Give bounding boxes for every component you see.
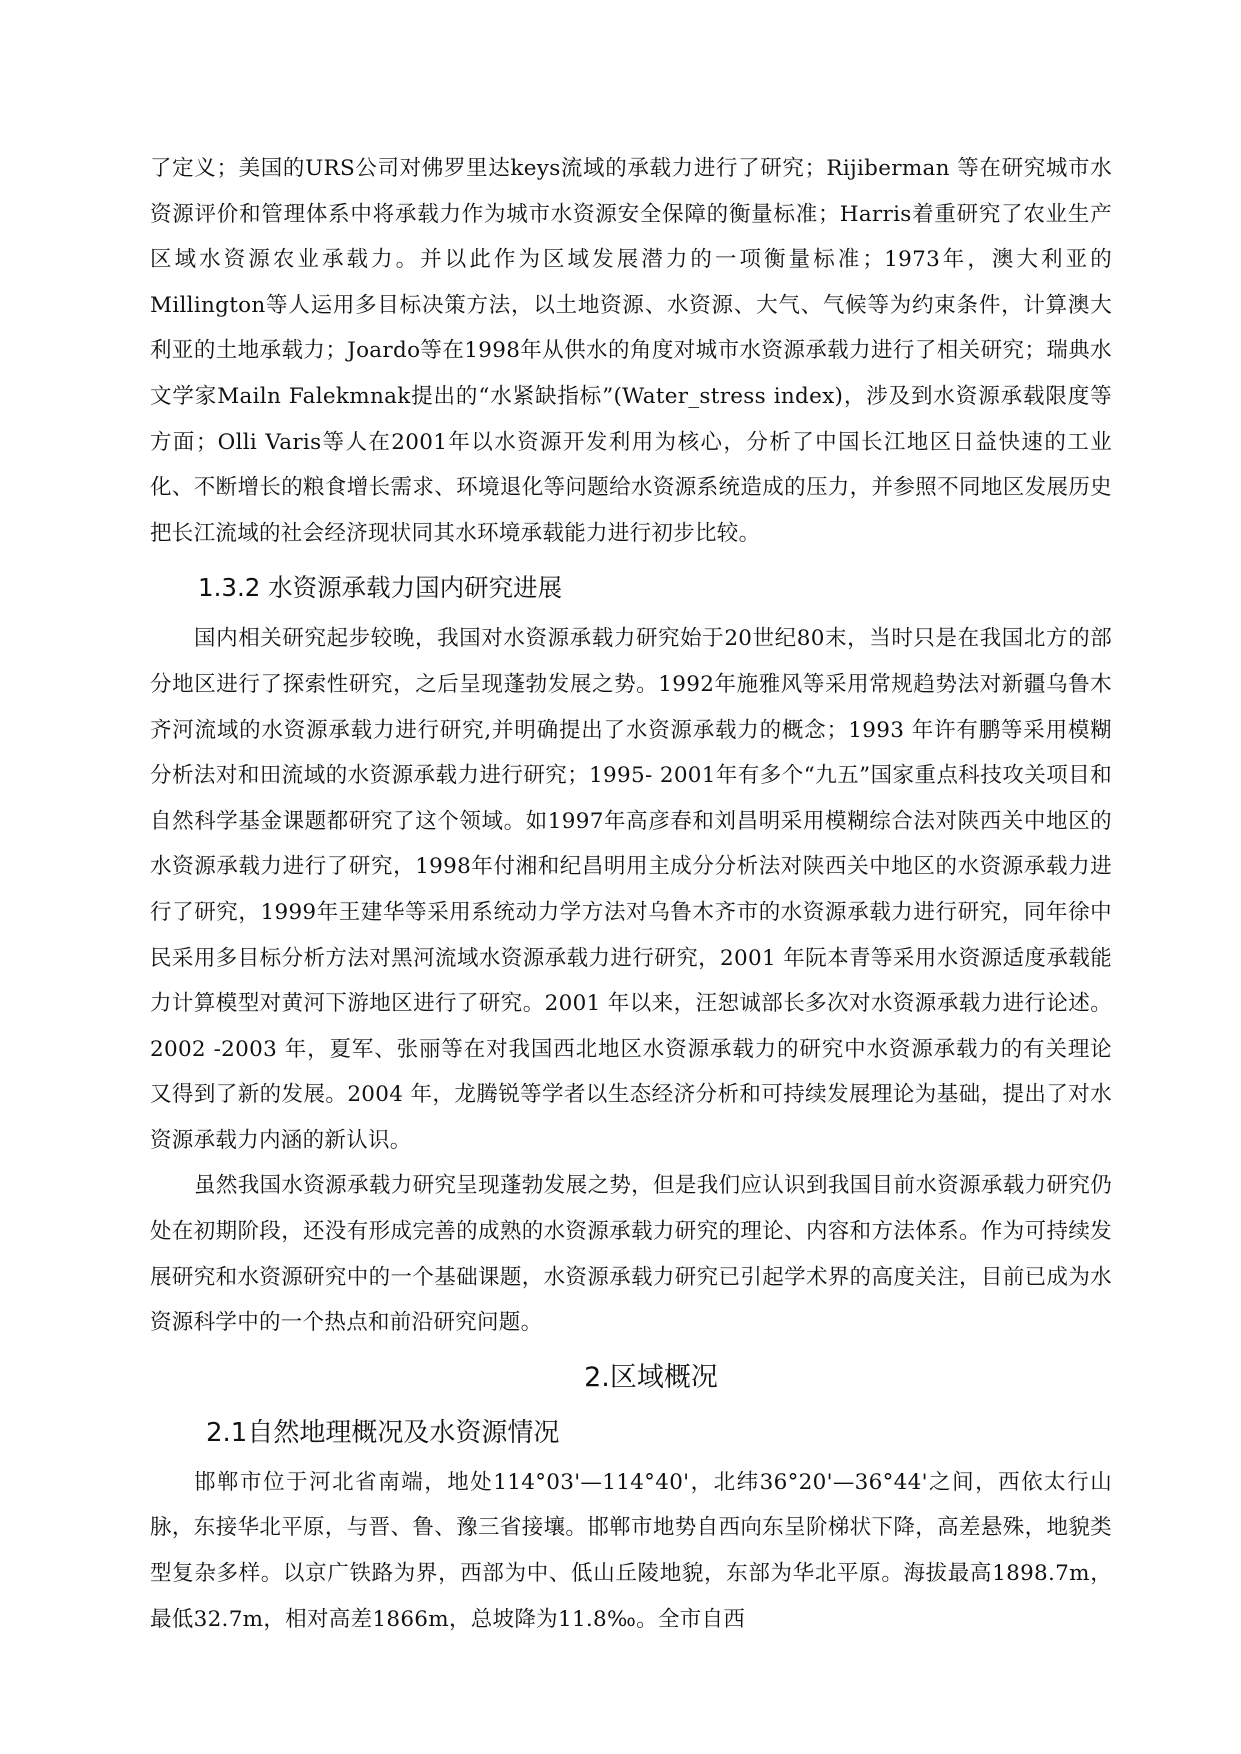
paragraph-geography: 邯郸市位于河北省南端，地处114°03'—114°40'，北纬36°20'—36°44'之间，西依太行山脉，东接华北平原，与晋、鲁、豫三省接壤。邯郸市地势自西向东呈阶梯状下降，高差悬殊，地貌类型复杂多样。以京广铁路为界，西部为中、低山丘陵地貌，东部为华北平原。海拔最高1898.7m，最低32.7m，相对高差1866m，总坡降为11.8‰。全市自西 (150, 1469, 1112, 1632)
paragraph-intl-research: 了定义；美国的URS公司对佛罗里达keys流域的承载力进行了研究；Rijiberman 等在研究城市水资源评价和管理体系中将承载力作为城市水资源安全保障的衡量标准；Harris着重研究了农业生产区域水资源农业承载力。并以此作为区域发展潜力的一项衡量标准；1973年，澳大利亚的Millington等人运用多目标决策方法，以土地资源、水资源、大气、气候等为约束条件，计算澳大利亚的土地承载力；Joardo等在1998年从供水的角度对城市水资源承载力进行了相关研究；瑞典水文学家Mailn Falekmnak提出的“水紧缺指标”(Water_stress index)，涉及到水资源承载限度等方面；Olli Varis等人在2001年以水资源开发利用为核心，分析了中国长江地区日益快速的工业化、不断增长的粮食增长需求、环境退化等问题给水资源系统造成的压力，并参照不同地区发展历史把长江流域的社会经济现状同其水环境承载能力进行初步比较。 (150, 156, 1112, 546)
chapter-heading-2: 2.区域概况 (584, 1361, 718, 1393)
paragraph-research-status: 虽然我国水资源承载力研究呈现蓬勃发展之势，但是我们应认识到我国目前水资源承载力研究仍处在初期阶段，还没有形成完善的成熟的水资源承载力研究的理论、内容和方法体系。作为可持续发展研究和水资源研究中的一个基础课题，水资源承载力研究已引起学术界的高度关注，目前已成为水资源科学中的一个热点和前沿研究问题。 (150, 1173, 1112, 1336)
section-heading-2-1: 2.1自然地理概况及水资源情况 (206, 1417, 560, 1448)
section-heading-1-3-2: 1.3.2 水资源承载力国内研究进展 (198, 573, 563, 603)
document-page (150, 146, 1112, 1642)
paragraph-domestic-research: 国内相关研究起步较晚，我国对水资源承载力研究始于20世纪80末，当时只是在我国北方的部分地区进行了探索性研究，之后呈现蓬勃发展之势。1992年施雅风等采用常规趋势法对新疆乌鲁木齐河流域的水资源承载力进行研究,并明确提出了水资源承载力的概念；1993 年许有鹏等采用模糊分析法对和田流域的水资源承载力进行研究；1995- 2001年有多个“九五”国家重点科技攻关项目和自然科学基金课题都研究了这个领域。如1997年高彦春和刘昌明采用模糊综合法对陕西关中地区的水资源承载力进行了研究，1998年付湘和纪昌明用主成分分析法对陕西关中地区的水资源承载力进行了研究，1999年王建华等采用系统动力学方法对乌鲁木齐市的水资源承载力进行研究，同年徐中民采用多目标分析方法对黑河流域水资源承载力进行研究，2001 年阮本青等采用水资源适度承载能力计算模型对黄河下游地区进行了研究。2001 年以来，汪恕诚部长多次对水资源承载力进行论述。2002 -2003 年，夏军、张丽等在对我国西北地区水资源承载力的研究中水资源承载力的有关理论又得到了新的发展。2004 年，龙腾锐等学者以生态经济分析和可持续发展理论为基础，提出了对水资源承载力内涵的新认识。 (150, 626, 1112, 1153)
